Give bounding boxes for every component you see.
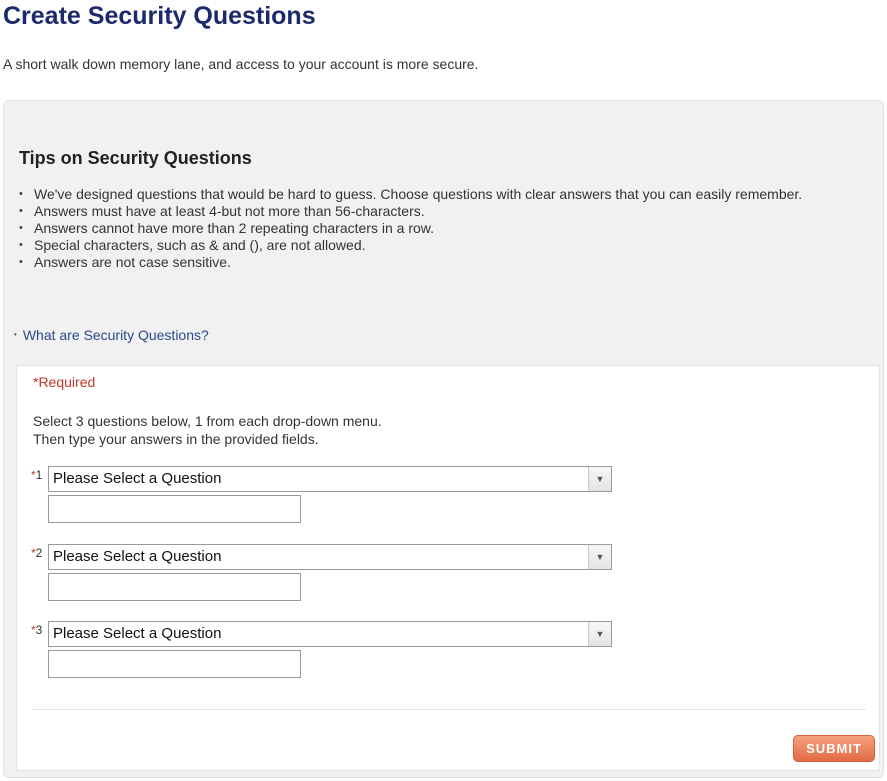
form-instructions xyxy=(33,412,382,448)
form-divider xyxy=(33,709,865,710)
page-subtitle: A short walk down memory lane, and access to your account is more secure. xyxy=(3,56,479,72)
required-note: *Required xyxy=(33,374,96,390)
answer-1-input[interactable] xyxy=(48,495,301,523)
select-value: Please Select a Question xyxy=(53,625,222,642)
tip-item: • Answers must have at least 4-but not more than 56-characters. xyxy=(34,203,864,220)
select-value: Please Select a Question xyxy=(53,470,222,487)
tip-item: • We've designed questions that would be hard to guess. Choose questions with clear answers that you can easily remember. xyxy=(34,186,864,203)
tip-item: • Answers cannot have more than 2 repeating characters in a row. xyxy=(34,220,864,237)
tips-heading: Tips on Security Questions xyxy=(19,148,252,168)
what-are-security-questions-link[interactable] xyxy=(14,327,209,343)
question-number xyxy=(31,468,42,482)
question-number-label: 1 xyxy=(35,468,43,482)
question-number-label: 2 xyxy=(35,546,43,560)
select-value: Please Select a Question xyxy=(53,548,222,565)
dropdown-arrow-icon[interactable]: ▼ xyxy=(588,545,611,569)
question-number xyxy=(31,623,42,637)
question-2-select[interactable] xyxy=(48,544,612,570)
instructions-line: Then type your answers in the provided fields. xyxy=(33,431,319,447)
tips-list xyxy=(4,186,864,271)
tips-panel xyxy=(3,100,884,778)
required-marker: * xyxy=(31,468,36,482)
bullet-icon: • xyxy=(14,330,17,339)
question-number xyxy=(31,546,42,560)
answer-3-input[interactable] xyxy=(48,650,301,678)
question-3-select[interactable] xyxy=(48,621,612,647)
submit-button[interactable]: SUBMIT xyxy=(793,735,875,762)
required-marker: * xyxy=(31,623,36,637)
security-questions-form xyxy=(16,365,880,771)
dropdown-arrow-icon[interactable]: ▼ xyxy=(588,467,611,491)
tip-item: • Answers are not case sensitive. xyxy=(34,254,864,271)
question-1-select[interactable] xyxy=(48,466,612,492)
tip-item: • Special characters, such as & and (), are not allowed. xyxy=(34,237,864,254)
page-title: Create Security Questions xyxy=(3,2,316,30)
instructions-line: Select 3 questions below, 1 from each drop-down menu. xyxy=(33,413,382,429)
dropdown-arrow-icon[interactable]: ▼ xyxy=(588,622,611,646)
link-label: What are Security Questions? xyxy=(22,327,209,343)
required-marker: * xyxy=(31,546,36,560)
answer-2-input[interactable] xyxy=(48,573,301,601)
question-number-label: 3 xyxy=(35,623,43,637)
